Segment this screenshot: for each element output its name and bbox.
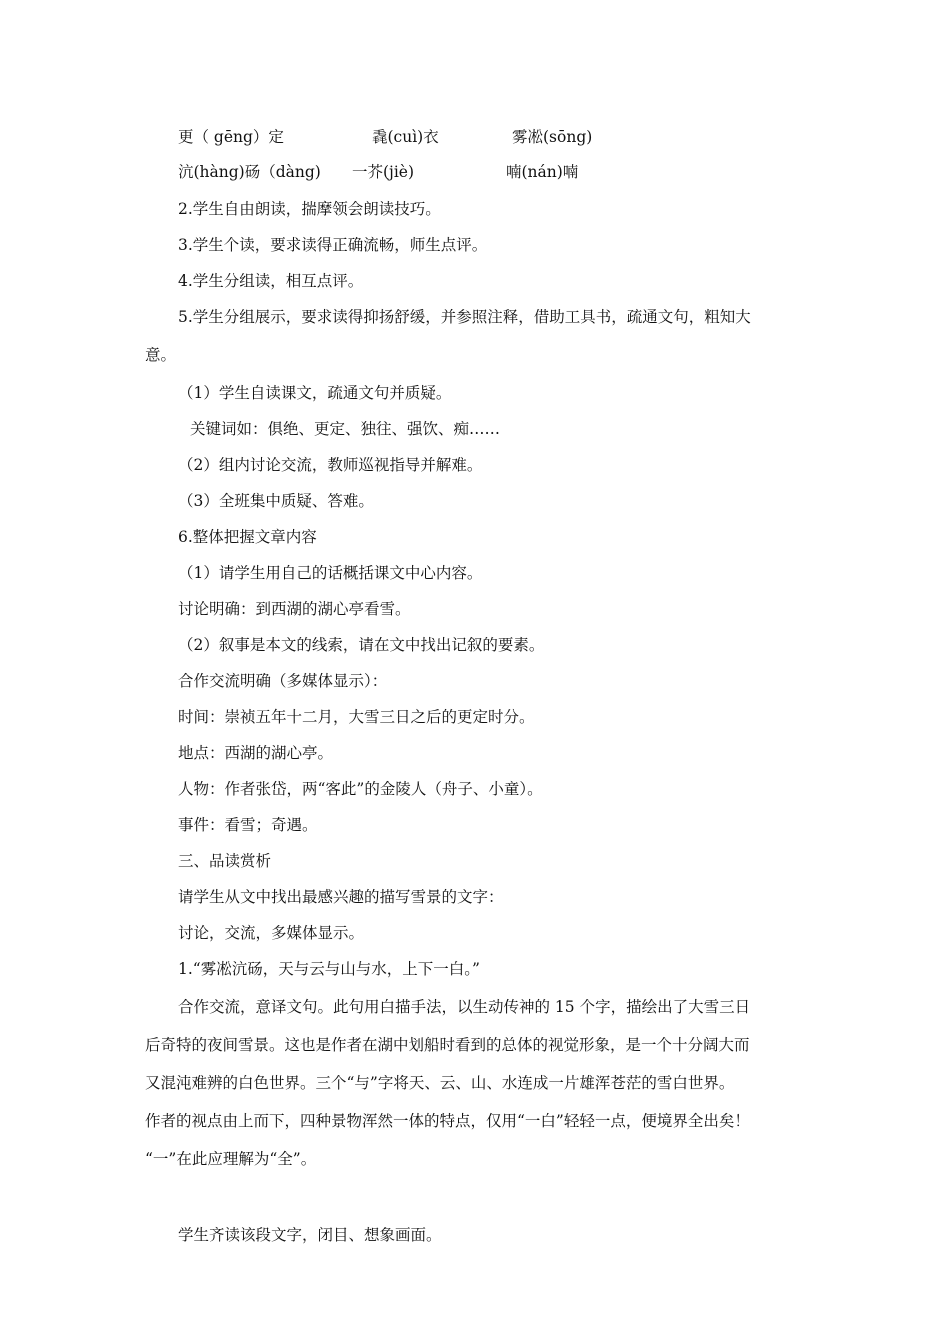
paragraph: 学生齐读该段文字，闭目、想象画面。 [178, 1226, 442, 1244]
pinyin-item: 更（ gēng）定 [178, 128, 284, 146]
paragraph: 合作交流明确（多媒体显示）： [178, 672, 388, 690]
paragraph-continuation: 又混沌难辨的白色世界。三个“与”字将天、云、山、水连成一片雄浑苍茫的雪白世界。 [145, 1074, 735, 1092]
paragraph: （3）全班集中质疑、答难。 [178, 492, 374, 510]
paragraph-continuation: 意。 [145, 346, 177, 364]
paragraph: （1）学生自读课文，疏通文句并质疑。 [178, 384, 452, 402]
paragraph: （1）请学生用自己的话概括课文中心内容。 [178, 564, 483, 582]
paragraph: 讨论，交流，多媒体显示。 [178, 924, 365, 942]
paragraph: 关键词如：俱绝、更定、独往、强饮、痴…… [190, 420, 501, 438]
paragraph: 事件：看雪；奇遇。 [178, 816, 318, 834]
paragraph: 6.整体把握文章内容 [178, 528, 317, 546]
section-heading: 三、品读赏析 [178, 852, 272, 870]
paragraph-continuation: 作者的视点由上而下，四种景物浑然一体的特点，仅用“一白”轻轻一点，便境界全出矣！ [145, 1112, 750, 1130]
pinyin-item: 毳(cuì)衣 [372, 128, 439, 146]
paragraph: （2）组内讨论交流，教师巡视指导并解难。 [178, 456, 483, 474]
pinyin-item: 沆(hàng)砀（dàng) [178, 163, 321, 181]
pinyin-item: 雾凇(sōng) [512, 128, 593, 146]
paragraph: 人物：作者张岱，两“客此”的金陵人（舟子、小童）。 [178, 780, 543, 798]
paragraph: 合作交流，意译文句。此句用白描手法，以生动传神的 15 个字，描绘出了大雪三日 [178, 998, 751, 1016]
paragraph-continuation: 后奇特的夜间雪景。这也是作者在湖中划船时看到的总体的视觉形象，是一个十分阔大而 [145, 1036, 750, 1054]
pinyin-item: 喃(nán)喃 [506, 163, 579, 181]
paragraph: 2.学生自由朗读，揣摩领会朗读技巧。 [178, 200, 441, 218]
paragraph: 1.“雾凇沆砀，天与云与山与水，上下一白。” [178, 960, 480, 978]
paragraph: 请学生从文中找出最感兴趣的描写雪景的文字： [178, 888, 504, 906]
pinyin-item: 一芥(jiè) [352, 163, 415, 181]
paragraph: 4.学生分组读，相互点评。 [178, 272, 364, 290]
paragraph: 5.学生分组展示，要求读得抑扬舒缓，并参照注释，借助工具书，疏通文句，粗知大 [178, 308, 751, 326]
paragraph-continuation: “一”在此应理解为“全”。 [145, 1150, 317, 1168]
paragraph: 地点：西湖的湖心亭。 [178, 744, 334, 762]
paragraph: （2）叙事是本文的线索，请在文中找出记叙的要素。 [178, 636, 545, 654]
paragraph: 时间：崇祯五年十二月，大雪三日之后的更定时分。 [178, 708, 535, 726]
paragraph: 3.学生个读，要求读得正确流畅，师生点评。 [178, 236, 488, 254]
paragraph: 讨论明确：到西湖的湖心亭看雪。 [178, 600, 411, 618]
